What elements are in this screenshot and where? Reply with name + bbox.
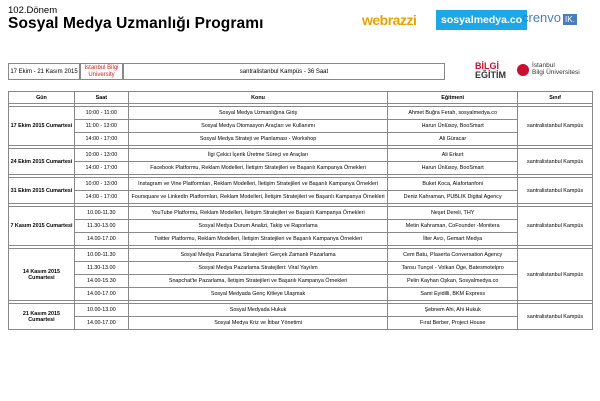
day-cell: 31 Ekim 2015 Cumartesi [9,178,75,204]
topic-cell: Sosyal Medya Kriz ve İtibar Yönetimi [128,317,387,330]
topic-cell: Sosyal Medya Uzmanlığına Giriş [128,107,387,120]
table-row [9,162,593,175]
bilgi-egitim-logo [475,62,506,80]
room-cell: santralistanbul Kampüs [518,107,593,146]
trainer-cell: Ahmet Buğra Ferah, sosyalmedya.co [388,107,518,120]
table-row [9,288,593,301]
time-cell: 11:00 - 13:00 [74,120,128,133]
time-cell: 10:00 - 13:00 [74,149,128,162]
topic-cell: Facebook Platformu, Reklam Modelleri, İletişim Stratejileri ve Başarılı Kampanya Örnekleri [128,162,387,175]
trainer-cell: Neşet Dereli, THY [388,207,518,220]
crenvo-logo [522,10,577,25]
sosyalmedya-logo: sosyalmedya.co [436,10,527,30]
topic-cell: Snapchat'te Pazarlama, İletişim Stratejileri ve Başarılı Kampanya Örnekleri [128,275,387,288]
time-cell: 10:00 - 11:00 [74,107,128,120]
room-cell: santralistanbul Kampüs [518,149,593,175]
program-edition: 102.Dönem [8,5,58,16]
university-seal-icon [517,64,529,76]
table-header-row [9,92,593,104]
webrazzi-logo: webrazzi [362,12,417,28]
table-row [9,191,593,204]
crenvo-text: crenvo [522,10,562,25]
trainer-cell: Şebnem Ahi, Ahi Hukuk [388,304,518,317]
trainer-cell: Cem Batu, Plaserta Conversation Agency [388,249,518,262]
table-row [9,107,593,120]
room-cell: santralistanbul Kampüs [518,178,593,204]
topic-cell: Sosyal Medyada Hukuk [128,304,387,317]
egitim-text: EĞİTİM [475,70,506,80]
istanbul-bilgi-university-logo [517,62,580,76]
topic-cell: Sosyal Medya Durum Analizi, Takip ve Raporlama [128,220,387,233]
room-cell: santralistanbul Kampüs [518,207,593,246]
table-row [9,233,593,246]
column-header-room: Sınıf [518,92,593,104]
page-title: Sosyal Medya Uzmanlığı Programı [8,15,264,32]
time-cell: 10.00-11.30 [74,207,128,220]
trainer-cell: Tansu Tunçel - Volkan Öge, Batesmotelpro [388,262,518,275]
table-row [9,207,593,220]
day-cell: 24 Ekim 2015 Cumartesi [9,149,75,175]
university-name: İstanbul Bilgi University [80,63,123,80]
room-cell: santralistanbul Kampüs [518,249,593,301]
table-row [9,249,593,262]
trainer-cell: Ali Erkurt [388,149,518,162]
column-header-trainer: Eğitmeni [388,92,518,104]
trainer-cell: Metin Kahraman, CoFounder -Monitera [388,220,518,233]
program-dates: 17 Ekim - 21 Kasım 2015 [8,63,80,80]
table-row [9,275,593,288]
trainer-cell: Buket Koca, Alafortanfoni [388,178,518,191]
column-header-time: Saat [74,92,128,104]
time-cell: 10.00-11.30 [74,249,128,262]
table-row [9,262,593,275]
table-row [9,149,593,162]
table-row [9,220,593,233]
table-row [9,133,593,146]
table-row [9,178,593,191]
table-row [9,304,593,317]
time-cell: 14:00 - 17:00 [74,133,128,146]
trainer-cell: Harun Ünlüsoy, BooSmart [388,162,518,175]
time-cell: 10.00-13.00 [74,304,128,317]
trainer-cell: Deniz Kahraman, PUBLIK Digital Agency [388,191,518,204]
table-row [9,317,593,330]
trainer-cell: İlter Avcı, Gemart Medya [388,233,518,246]
campus-hours: santralistanbul Kampüs - 36 Saat [123,63,445,80]
topic-cell: Sosyal Medya Pazarlama Stratejileri: Gerçek Zamanlı Pazarlama [128,249,387,262]
topic-cell: Instagram ve Vine Platformları, Reklam Modelleri, İletişim Stratejileri ve Başarılı Kampanya Örnekleri [128,178,387,191]
topic-cell: YouTube Platformu, Reklam Modelleri, İletişim Stratejileri ve Başarılı Kampanya Örnekleri [128,207,387,220]
bilgi-text: BİLGİ [475,61,499,71]
time-cell: 14.00-17.00 [74,288,128,301]
room-cell: santralistanbul Kampüs [518,304,593,330]
topic-cell: Foursquare ve LinkedIn Platformları, Reklam Modelleri, İletişim Stratejileri ve Başarılı Kampanya Örnekleri [128,191,387,204]
time-cell: 11.30-13.00 [74,220,128,233]
trainer-cell: Harun Ünlüsoy, BooSmart [388,120,518,133]
iub-line-2: Bilgi Üniversitesi [532,69,580,76]
time-cell: 10:00 - 13:00 [74,178,128,191]
time-cell: 14:00 - 17:00 [74,162,128,175]
iub-line-1: İstanbul [532,62,555,69]
topic-cell: Sosyal Medya Pazarlama Stratejileri: Viral Yayılım [128,262,387,275]
time-cell: 11.30-13.00 [74,262,128,275]
column-header-topic: Konu [128,92,387,104]
trainer-cell: Sami Eyidilli, BKM Express [388,288,518,301]
topic-cell: Sosyal Medya Strateji ve Planlaması - Workshop [128,133,387,146]
table-row [9,120,593,133]
schedule-body [9,104,593,330]
column-header-day: Gün [9,92,75,104]
topic-cell: Sosyal Medya Otomasyon Araçları ve Kullanımı [128,120,387,133]
trainer-cell: Fırat Berber, Project House [388,317,518,330]
time-cell: 14.00-15.30 [74,275,128,288]
topic-cell: Sosyal Medyada Genç Kitleye Ulaşmak [128,288,387,301]
trainer-cell: Ali Güracar [388,133,518,146]
time-cell: 14:00 - 17:00 [74,191,128,204]
topic-cell: Twitter Platformu, Reklam Modelleri, İletişim Stratejileri ve Başarılı Kampanya Örnekleri [128,233,387,246]
schedule-table [8,91,593,330]
day-cell: 17 Ekim 2015 Cumartesi [9,107,75,146]
day-cell: 21 Kasım 2015 Cumartesi [9,304,75,330]
time-cell: 14.00-17.00 [74,317,128,330]
crenvo-ik: IK. [565,15,575,24]
trainer-cell: Pelin Kayhan Oşkan, Sosyalmedya.co [388,275,518,288]
day-cell: 14 Kasım 2015 Cumartesi [9,249,75,301]
time-cell: 14.00-17.00 [74,233,128,246]
topic-cell: İlgi Çekici İçerik Üretme Süreçi ve Araçları [128,149,387,162]
day-cell: 7 Kasım 2015 Cumartesi [9,207,75,246]
